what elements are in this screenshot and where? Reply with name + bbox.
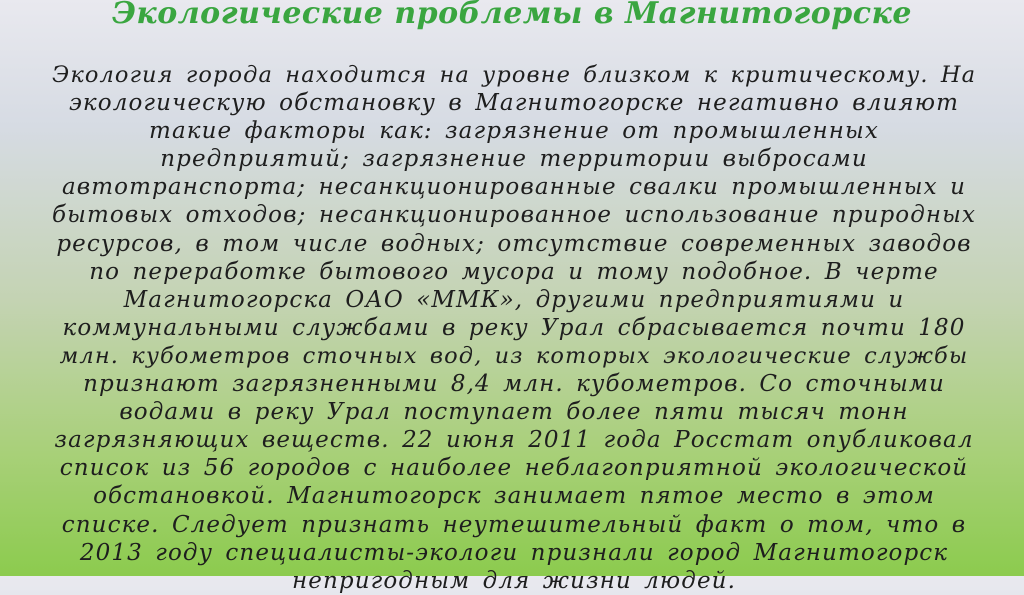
text-line: обстановкой. Магнитогорск занимает пятое место в этом	[93, 483, 935, 510]
text-line: списке. Следует признать неутешительный факт о том, что в	[61, 511, 967, 538]
text-line: автотранспорта; несанкционированные свалки промышленных и	[61, 174, 967, 201]
text-line: по переработке бытового мусора и тому подобное. В черте	[89, 258, 939, 285]
slide-body-text	[52, 61, 976, 595]
text-line: млн. кубометров сточных вод, из которых экологические службы	[59, 342, 969, 369]
text-line: Магнитогорска ОАО «ММК», другими предприятиями и	[123, 286, 905, 313]
text-line: признают загрязненными 8,4 млн. кубометров. Со сточными	[83, 371, 945, 398]
text-line: экологическую обстановку в Магнитогорске негативно влияют	[68, 90, 960, 117]
text-line: загрязняющих веществ. 22 июня 2011 года Росстат опубликовал	[54, 427, 974, 454]
text-line: такие факторы как: загрязнение от промышленных	[149, 118, 879, 145]
text-line: ресурсов, в том числе водных; отсутствие современных заводов	[56, 230, 972, 257]
slide-title: Экологические проблемы в Магнитогорске	[112, 0, 912, 31]
text-line: 2013 году специалисты-экологи признали город Магнитогорск	[79, 539, 949, 566]
text-line: непригодным для жизни людей.	[292, 567, 736, 594]
text-line: коммунальными службами в реку Урал сбрасывается почти 180	[62, 314, 966, 341]
text-line: бытовых отходов; несанкционированное использование природных	[52, 202, 977, 229]
text-line: список из 56 городов с наиболее неблагоприятной экологической	[59, 455, 969, 482]
text-line: водами в реку Урал поступает более пяти тысяч тонн	[119, 399, 909, 426]
text-line: предприятий; загрязнение территории выбросами	[160, 146, 868, 173]
text-line: Экология города находится на уровне близком к критическому. На	[52, 62, 977, 88]
